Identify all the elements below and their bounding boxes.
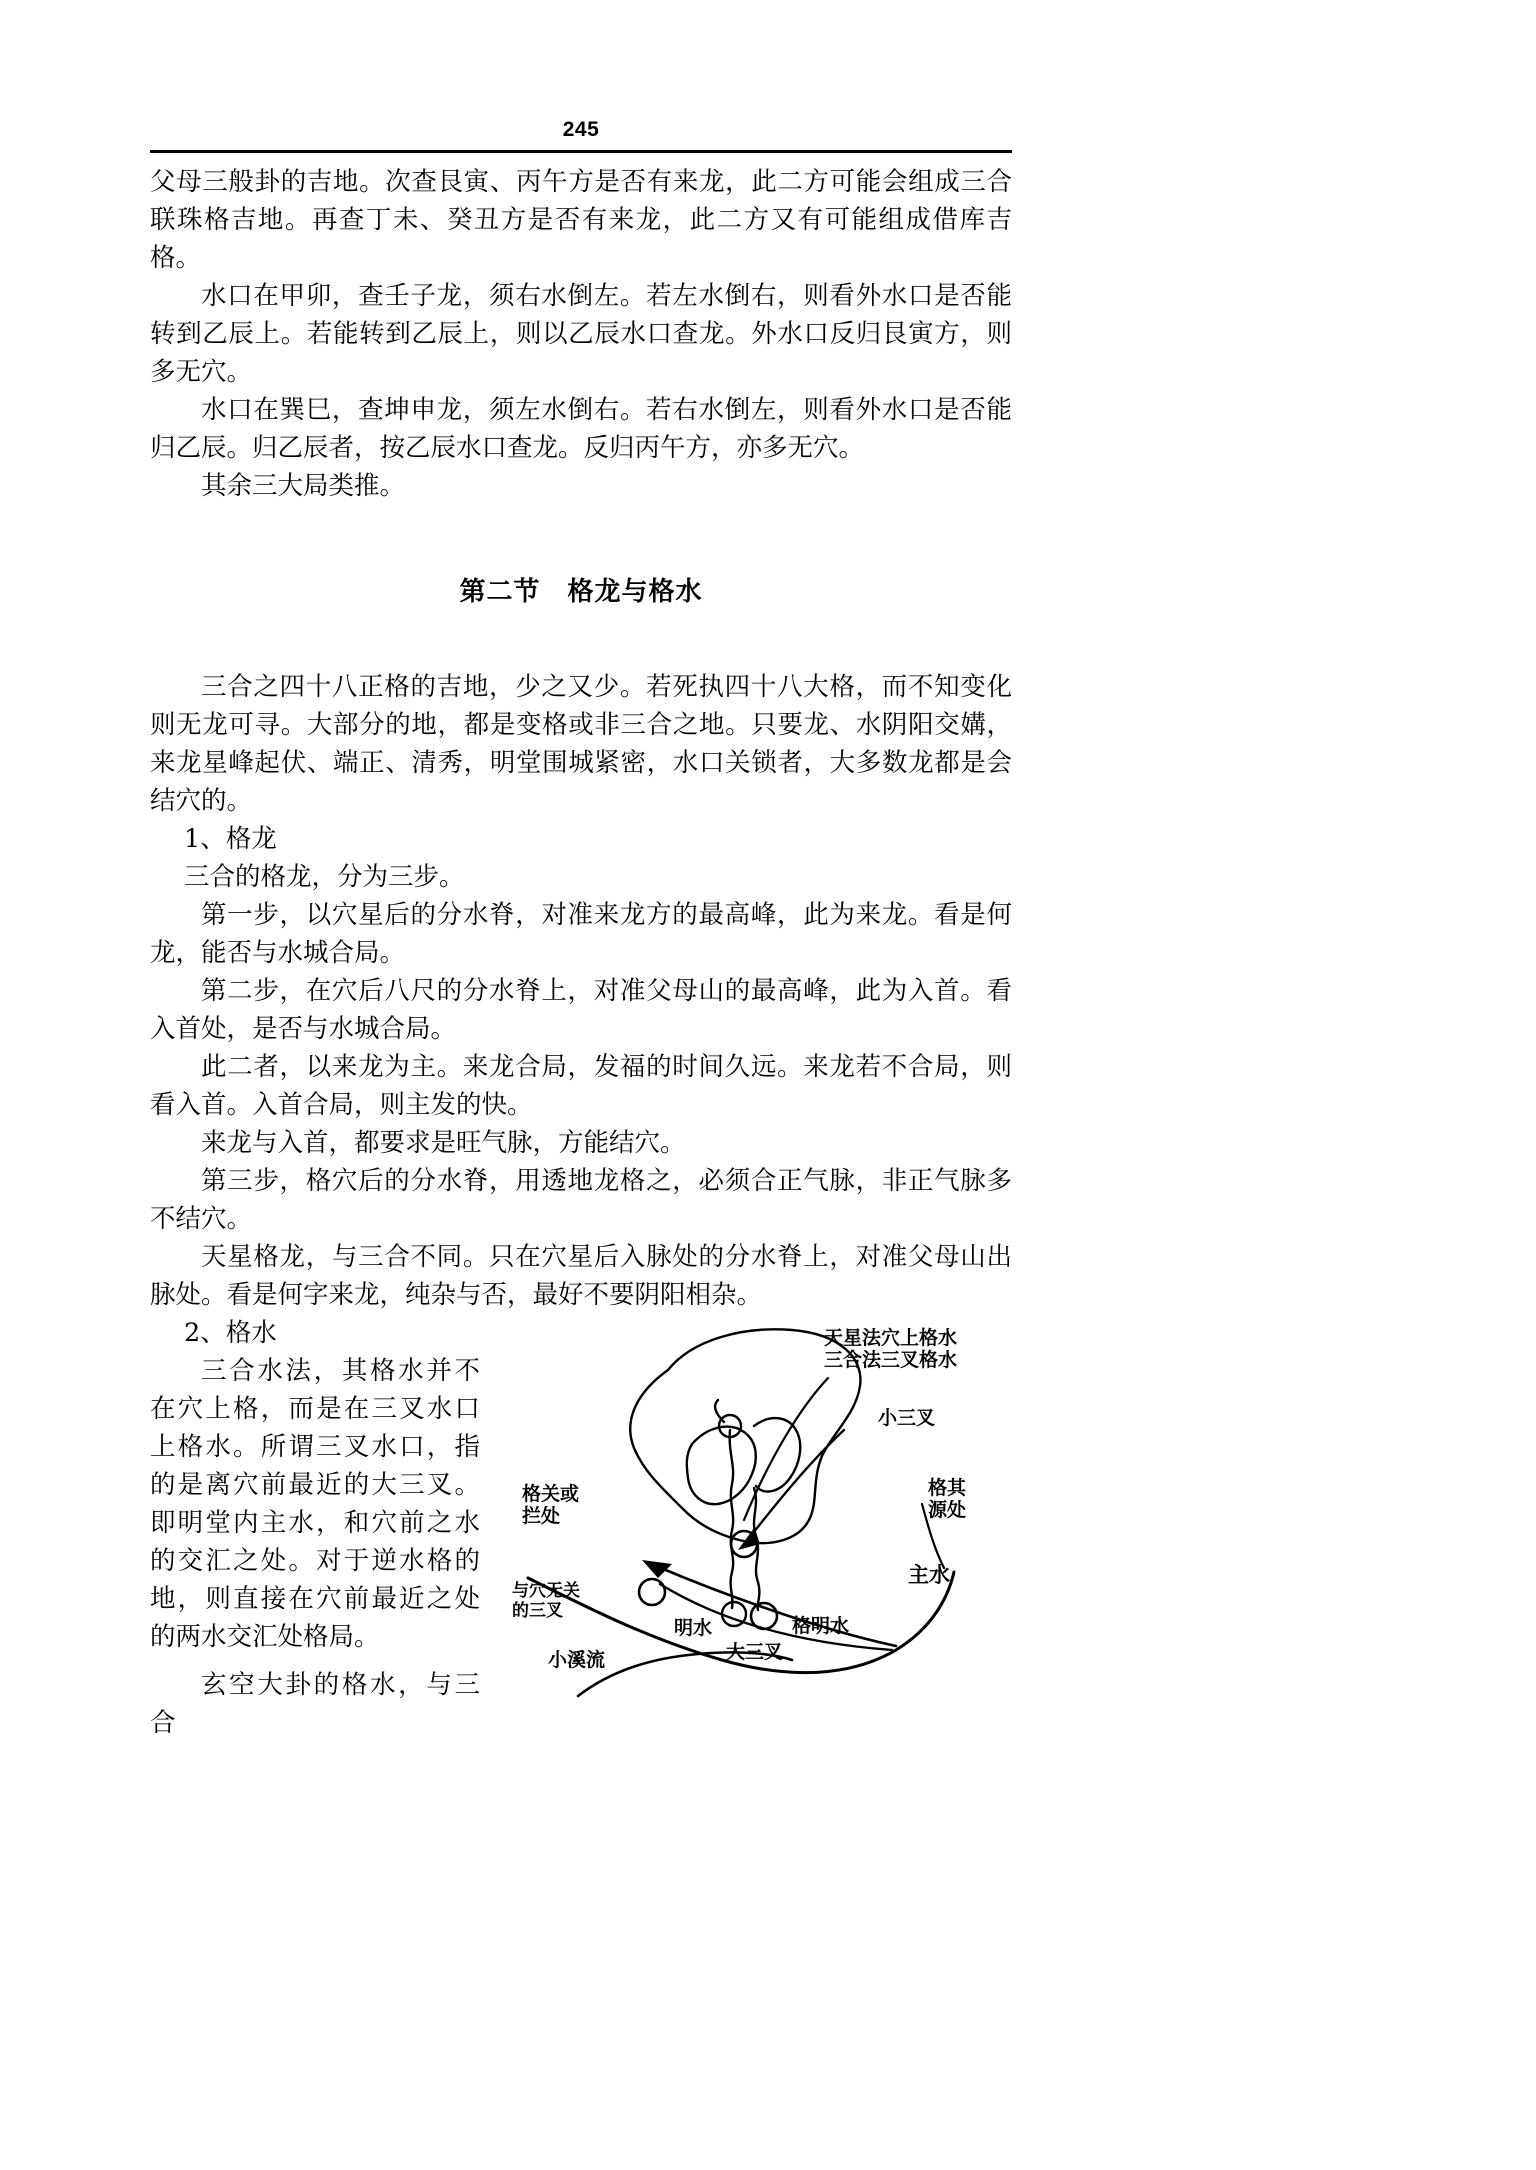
inner-ridge-outline [687, 1427, 756, 1505]
page-body [150, 163, 1012, 1742]
paragraph-15: 三合水法，其格水并不在穴上格，而是在三叉水口上格水。所谓三叉水口，指的是离穴前最近的大三叉。即明堂内主水，和穴前之水的交汇之处。对于逆水格的地，则直接在穴前最近之处的两水交汇处格局。 [150, 1356, 480, 1652]
spacer-below-heading [150, 608, 1012, 668]
paragraph-10: 此二者，以来龙为主。来龙合局，发福的时间久远。来龙若不合局，则看入首。入首合局，则主发的快。 [150, 1052, 1012, 1120]
section-heading: 第二节 格龙与格水 [459, 577, 703, 607]
spacer-above-heading [150, 505, 1012, 571]
label-ming-shui: 明水 [674, 1617, 713, 1639]
label-source-line1: 格其 [928, 1477, 967, 1499]
diagram-svg [492, 1314, 1012, 1714]
label-source-line2: 源处 [928, 1499, 967, 1521]
arrow-head-guanlan [642, 1560, 672, 1578]
paragraph-9: 第二步，在穴后八尺的分水脊上，对准父母山的最高峰，此为入首。看入首处，是否与水城合局。 [150, 976, 1012, 1044]
label-small-fork: 小三叉 [878, 1407, 936, 1429]
label-unrelated-fork-line2: 的三叉 [512, 1601, 563, 1621]
paragraph-8: 第一步，以穴星后的分水脊，对准来龙方的最高峰，此为来龙。看是何龙，能否与水城合局。 [150, 900, 1012, 968]
paragraph-14: 2、格水 [184, 1318, 277, 1348]
label-unrelated-fork-line1: 与穴无关 [512, 1581, 580, 1601]
paragraph-12: 第三步，格穴后的分水脊，用透地龙格之，必须合正气脉，非正气脉多不结穴。 [150, 1166, 1012, 1234]
header-rule [150, 150, 1012, 153]
label-guanlan-line1: 格关或 [522, 1483, 580, 1505]
central-stream [730, 1430, 733, 1608]
paragraph-1: 父母三般卦的吉地。次查艮寅、丙午方是否有来龙，此二方可能会组成三合联珠格吉地。再查丁未、癸丑方是否有来龙，此二方又有可能组成借库吉格。 [150, 167, 1012, 273]
paragraph-4: 其余三大局类推。 [201, 471, 406, 501]
junction-circle-ming-shui [722, 1602, 746, 1626]
page-number: 245 [562, 118, 600, 141]
label-tianxing-line2: 三合法三叉格水 [824, 1349, 958, 1371]
paragraph-13: 天星格龙，与三合不同。只在穴星后入脉处的分水脊上，对准父母山出脉处。看是何字来龙，纯杂与否，最好不要阴阳相杂。 [150, 1242, 1012, 1310]
paragraph-6: 1、格龙 [184, 824, 277, 854]
label-ge-ming-shui: 格明水 [792, 1615, 850, 1637]
fengshui-diagram [492, 1314, 1012, 1714]
label-main-water: 主水 [908, 1563, 950, 1587]
label-big-fork: 大三叉 [726, 1641, 784, 1663]
paragraph-5: 三合之四十八正格的吉地，少之又少。若死执四十八大格，而不知变化则无龙可寻。大部分的地，都是变格或非三合之地。只要龙、水阴阳交媾，来龙星峰起伏、端正、清秀，明堂围城紧密，水口关锁者，大多数龙都是会结穴的。 [150, 672, 1012, 816]
paragraph-3: 水口在巽巳，查坤申龙，须左水倒右。若右水倒左，则看外水口是否能归乙辰。归乙辰者，按乙辰水口查龙。反归丙午方，亦多无穴。 [150, 395, 1012, 463]
label-creek: 小溪流 [548, 1649, 606, 1671]
paragraph-2: 水口在甲卯，查壬子龙，须右水倒左。若左水倒右，则看外水口是否能转到乙辰上。若能转到乙辰上，则以乙辰水口查龙。外水口反归艮寅方，则多无穴。 [150, 281, 1012, 387]
paragraph-16: 玄空大卦的格水，与三合 [150, 1670, 480, 1738]
junction-circle-unrelated-fork [639, 1579, 665, 1605]
label-tianxing-line1: 天星法穴上格水 [824, 1327, 958, 1349]
paragraph-7: 三合的格龙，分为三步。 [184, 862, 465, 892]
paragraph-11: 来龙与入首，都要求是旺气脉，方能结穴。 [201, 1128, 686, 1158]
figure-text-wrap [150, 1314, 1012, 1742]
arrow-shaft-smallfork [746, 1430, 844, 1542]
label-guanlan-line2: 拦处 [522, 1505, 561, 1527]
